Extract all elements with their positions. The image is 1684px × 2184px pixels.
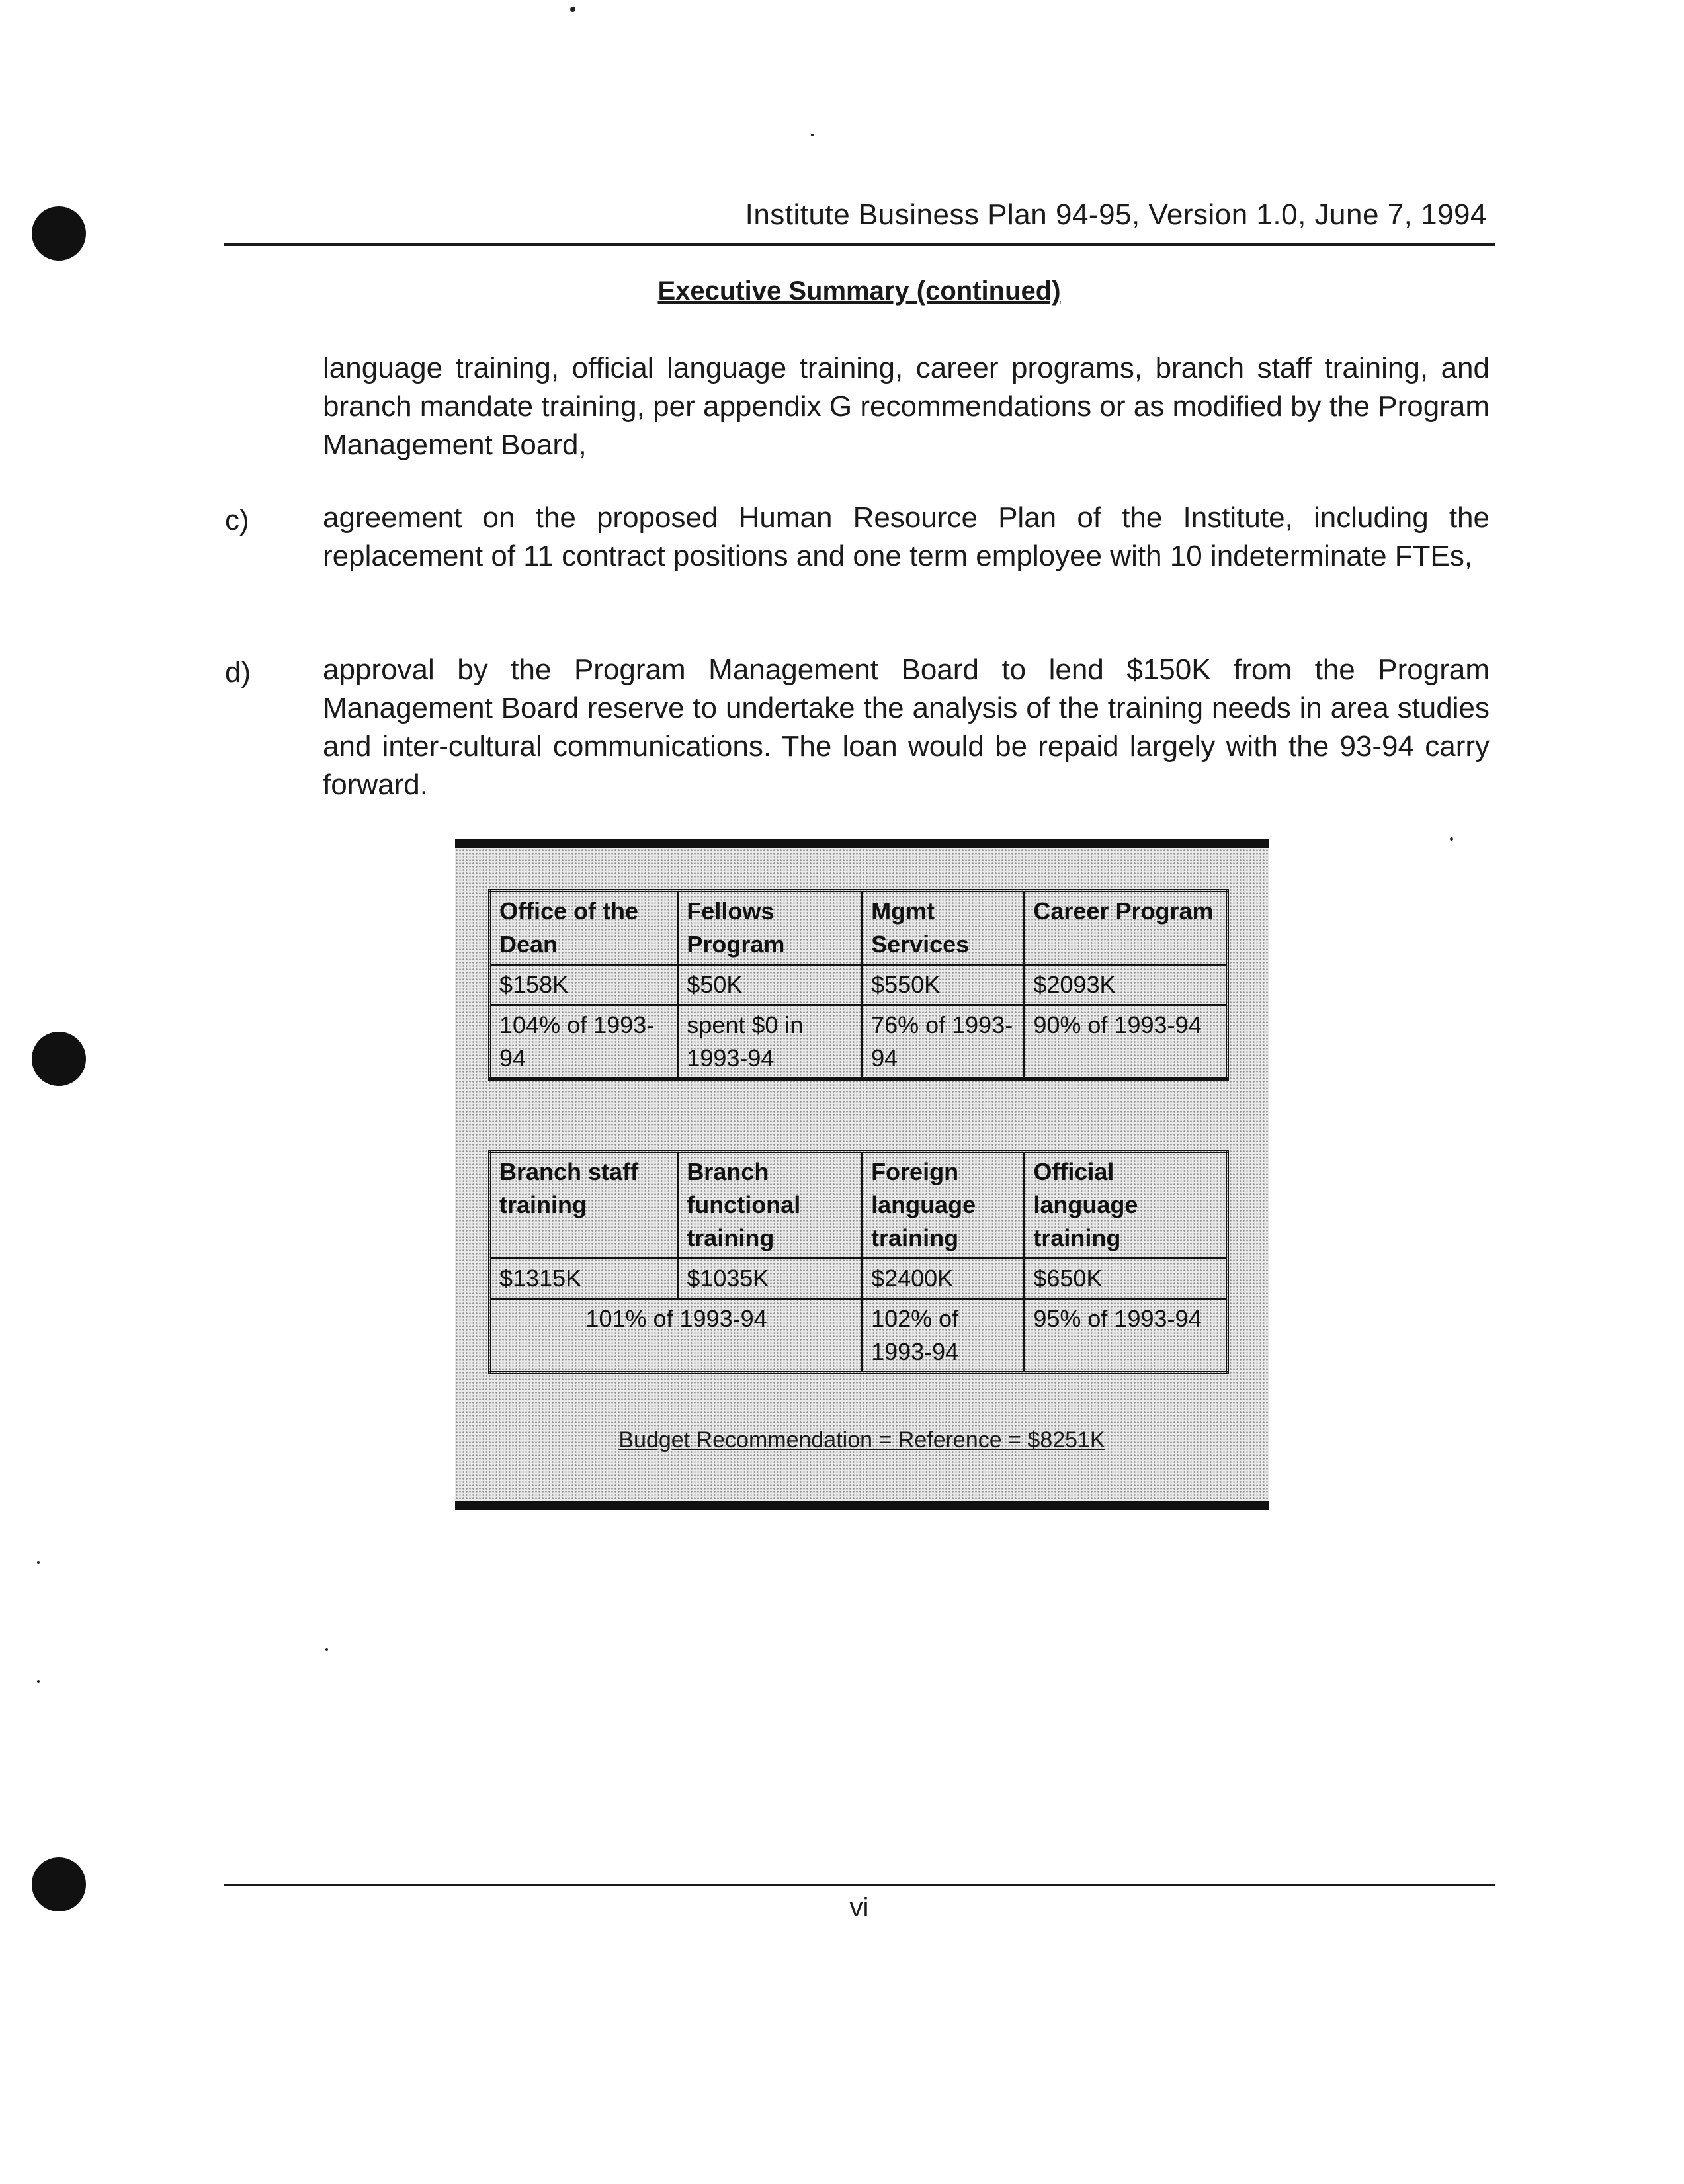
scan-speck (325, 1648, 328, 1651)
budget-table-top (488, 889, 1229, 1081)
table-header-cell: Foreign language training (863, 1152, 1025, 1259)
page-number: vi (849, 1893, 869, 1922)
table-cell: $650K (1025, 1259, 1228, 1299)
paragraph-c: agreement on the proposed Human Resource Plan of the Institute, including the replacement of 11 contract positions and one term employee with 10 indeterminate FTEs, (323, 501, 1490, 572)
table-cell: $2093K (1025, 965, 1228, 1005)
table-row (490, 1259, 1228, 1299)
scan-speck (570, 7, 575, 12)
table-cell: $2400K (863, 1259, 1025, 1299)
table-header-cell: Official language training (1025, 1152, 1228, 1259)
budget-table-bottom (488, 1150, 1229, 1374)
list-marker-c: c) (225, 504, 249, 536)
table-row (490, 965, 1228, 1005)
table-header-cell: Mgmt Services (863, 891, 1025, 965)
punch-hole-middle (32, 1032, 86, 1086)
document-header: Institute Business Plan 94-95, Version 1.0, June 7, 1994 (745, 198, 1487, 231)
scan-speck (1450, 837, 1453, 841)
punch-hole-bottom (32, 1857, 86, 1911)
table-row (490, 1299, 1228, 1373)
footer-rule (224, 1884, 1495, 1886)
section-title: Executive Summary (continued) (657, 276, 1061, 306)
scan-speck (811, 134, 814, 136)
budget-table-figure (455, 839, 1269, 1510)
budget-summary: Budget Recommendation = Reference = $8251K (618, 1427, 1105, 1452)
scan-speck (37, 1561, 40, 1564)
punch-hole-top (32, 206, 86, 261)
table-cell: 101% of 1993-94 (490, 1299, 863, 1373)
table-cell: $1315K (490, 1259, 678, 1299)
table-cell: $1035K (678, 1259, 863, 1299)
table-bottom-bar (455, 1501, 1269, 1510)
scan-speck (37, 1680, 40, 1683)
table-cell: 76% of 1993-94 (863, 1005, 1025, 1079)
header-rule (224, 243, 1495, 246)
table-row (490, 891, 1228, 965)
table-row (490, 1152, 1228, 1259)
table-header-cell: Fellows Program (678, 891, 863, 965)
table-top-bar (455, 839, 1269, 848)
table-cell: 102% of 1993-94 (863, 1299, 1025, 1373)
table-header-cell: Career Program (1025, 891, 1228, 965)
table-row (490, 1005, 1228, 1079)
table-cell: 104% of 1993-94 (490, 1005, 678, 1079)
table-cell: $50K (678, 965, 863, 1005)
paragraph-d: approval by the Program Management Board to lend $150K from the Program Management Board reserve to undertake the analysis of the training needs in area studies and inter-cultural communications. The loan would be repaid largely with the 93-94 carry forward. (323, 653, 1490, 801)
table-cell: $158K (490, 965, 678, 1005)
list-marker-d: d) (225, 656, 251, 689)
table-cell: $550K (863, 965, 1025, 1005)
table-header-cell: Branch staff training (490, 1152, 678, 1259)
table-cell: spent $0 in 1993-94 (678, 1005, 863, 1079)
table-header-cell: Branch functional training (678, 1152, 863, 1259)
table-cell: 90% of 1993-94 (1025, 1005, 1228, 1079)
table-cell: 95% of 1993-94 (1025, 1299, 1228, 1373)
table-header-cell: Office of the Dean (490, 891, 678, 965)
paragraph-continued: language training, official language training, career programs, branch staff training, and branch mandate training, per appendix G recommendations or as modified by the Program Management Board, (323, 352, 1490, 461)
